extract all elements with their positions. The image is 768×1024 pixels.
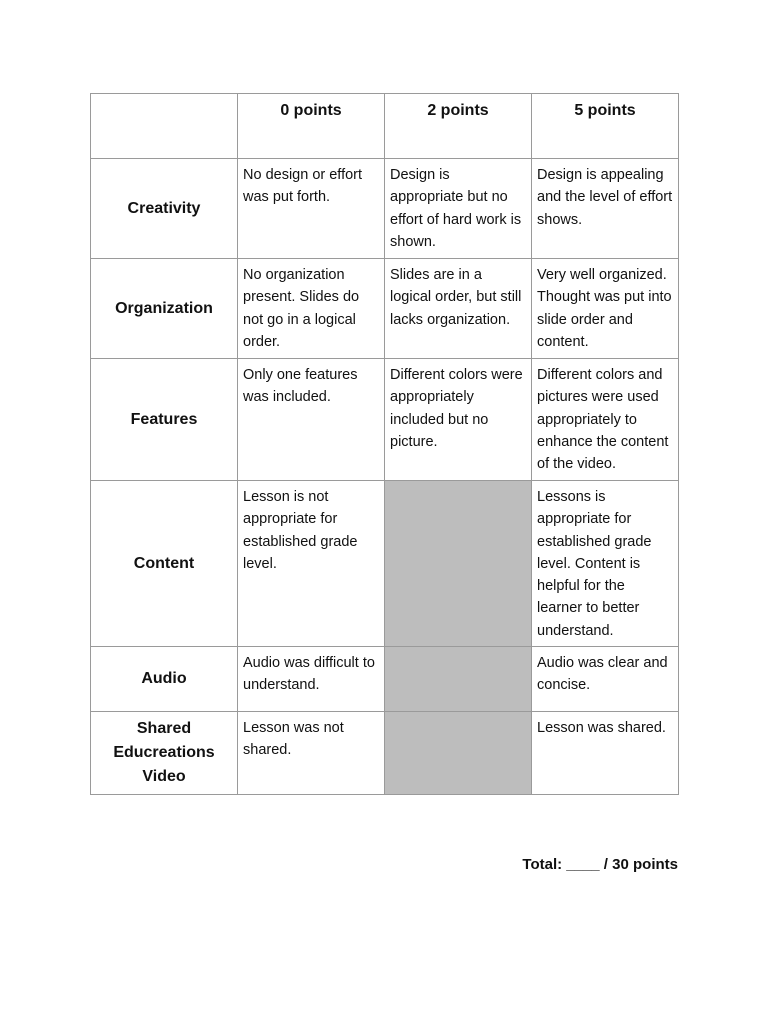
header-0-points: 0 points [238, 94, 385, 159]
features-0-points: Only one features was included. [238, 359, 385, 481]
total-score-line: Total: ____ / 30 points [522, 856, 678, 873]
creativity-0-points: No design or effort was put forth. [238, 159, 385, 259]
row-shared-video [91, 712, 679, 795]
organization-2-points: Slides are in a logical order, but still lacks organization. [385, 259, 532, 359]
features-2-points: Different colors were appropriately included but no picture. [385, 359, 532, 481]
criterion-features: Features [91, 359, 238, 481]
creativity-5-points: Design is appealing and the level of effort shows. [532, 159, 679, 259]
header-blank-cell [91, 94, 238, 159]
criterion-organization: Organization [91, 259, 238, 359]
header-row [91, 94, 679, 159]
audio-2-points-empty [385, 647, 532, 712]
shared-video-0-points: Lesson was not shared. [238, 712, 385, 795]
shared-video-2-points-empty [385, 712, 532, 795]
content-5-points: Lessons is appropriate for established grade level. Content is helpful for the learner to better understand. [532, 481, 679, 647]
header-2-points: 2 points [385, 94, 532, 159]
criterion-shared-video: Shared Educreations Video [91, 712, 238, 795]
features-5-points: Different colors and pictures were used appropriately to enhance the content of the video. [532, 359, 679, 481]
creativity-2-points: Design is appropriate but no effort of hard work is shown. [385, 159, 532, 259]
shared-video-5-points: Lesson was shared. [532, 712, 679, 795]
organization-0-points: No organization present. Slides do not go in a logical order. [238, 259, 385, 359]
header-5-points: 5 points [532, 94, 679, 159]
criterion-audio: Audio [91, 647, 238, 712]
row-organization [91, 259, 679, 359]
audio-0-points: Audio was difficult to understand. [238, 647, 385, 712]
criterion-content: Content [91, 481, 238, 647]
rubric-table [90, 93, 679, 795]
row-audio [91, 647, 679, 712]
row-content [91, 481, 679, 647]
row-features [91, 359, 679, 481]
criterion-creativity: Creativity [91, 159, 238, 259]
content-0-points: Lesson is not appropriate for established grade level. [238, 481, 385, 647]
row-creativity [91, 159, 679, 259]
content-2-points-empty [385, 481, 532, 647]
organization-5-points: Very well organized. Thought was put into slide order and content. [532, 259, 679, 359]
audio-5-points: Audio was clear and concise. [532, 647, 679, 712]
